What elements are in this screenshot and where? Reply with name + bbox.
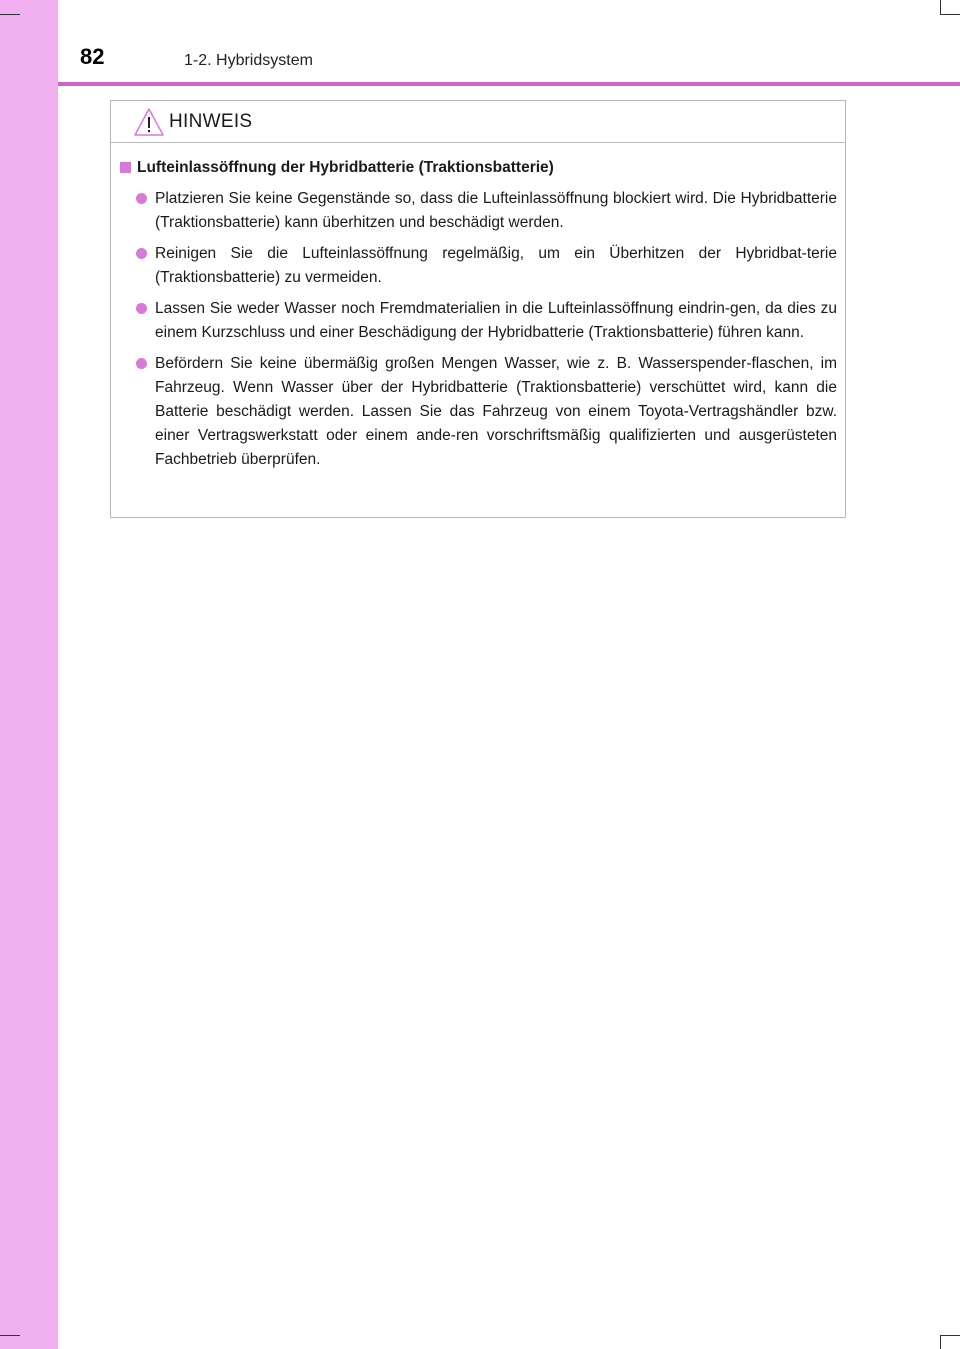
warning-triangle-icon bbox=[133, 107, 165, 137]
list-item bbox=[119, 242, 837, 290]
round-bullet-icon bbox=[136, 193, 147, 204]
notice-box bbox=[110, 100, 846, 518]
notice-body bbox=[111, 143, 845, 472]
crop-mark bbox=[940, 14, 960, 15]
notice-title: HINWEIS bbox=[169, 111, 253, 132]
crop-mark bbox=[0, 1335, 20, 1336]
header-divider bbox=[58, 82, 960, 86]
notice-subheading bbox=[119, 157, 837, 179]
subheading-text: Lufteinlassöffnung der Hybridbatterie (Traktionsbatterie) bbox=[137, 159, 554, 176]
list-item bbox=[119, 352, 837, 472]
square-bullet-icon bbox=[120, 162, 131, 173]
notice-header bbox=[111, 101, 845, 143]
round-bullet-icon bbox=[136, 358, 147, 369]
crop-mark bbox=[940, 0, 941, 14]
list-item-text: Lassen Sie weder Wasser noch Fremdmaterialien in die Lufteinlassöffnung eindrin-gen, da dies zu einem Kurzschluss und einer Beschädigung der Hybridbatterie (Traktionsbatterie) führen kann. bbox=[155, 300, 837, 341]
list-item-text: Befördern Sie keine übermäßig großen Mengen Wasser, wie z. B. Wasserspender-flaschen, im Fahrzeug. Wenn Wasser über der Hybridbatterie (Traktionsbatterie) verschüttet wird, kann die Batterie beschädigt werden. Lassen Sie das Fahrzeug von einem Toyota-Vertragshändler bzw. einer Vertragswerkstatt oder einem ande-ren vorschriftsmäßig qualifizierten und ausgerüsteten Fachbetrieb überprüfen. bbox=[155, 355, 837, 468]
crop-mark bbox=[940, 1335, 941, 1349]
page-header bbox=[58, 0, 960, 88]
list-item bbox=[119, 187, 837, 235]
list-item-text: Platzieren Sie keine Gegenstände so, dass die Lufteinlassöffnung blockiert wird. Die Hybridbatterie (Traktionsbatterie) kann überhitzen und beschädigt werden. bbox=[155, 190, 837, 231]
side-strip bbox=[0, 0, 58, 1349]
page-number: 82 bbox=[80, 44, 105, 69]
section-title: 1-2. Hybridsystem bbox=[184, 52, 313, 69]
crop-mark bbox=[0, 14, 20, 15]
list-item-text: Reinigen Sie die Lufteinlassöffnung regelmäßig, um ein Überhitzen der Hybridbat-terie (Traktionsbatterie) zu vermeiden. bbox=[155, 245, 837, 286]
round-bullet-icon bbox=[136, 248, 147, 259]
crop-mark bbox=[940, 1335, 960, 1336]
list-item bbox=[119, 297, 837, 345]
round-bullet-icon bbox=[136, 303, 147, 314]
